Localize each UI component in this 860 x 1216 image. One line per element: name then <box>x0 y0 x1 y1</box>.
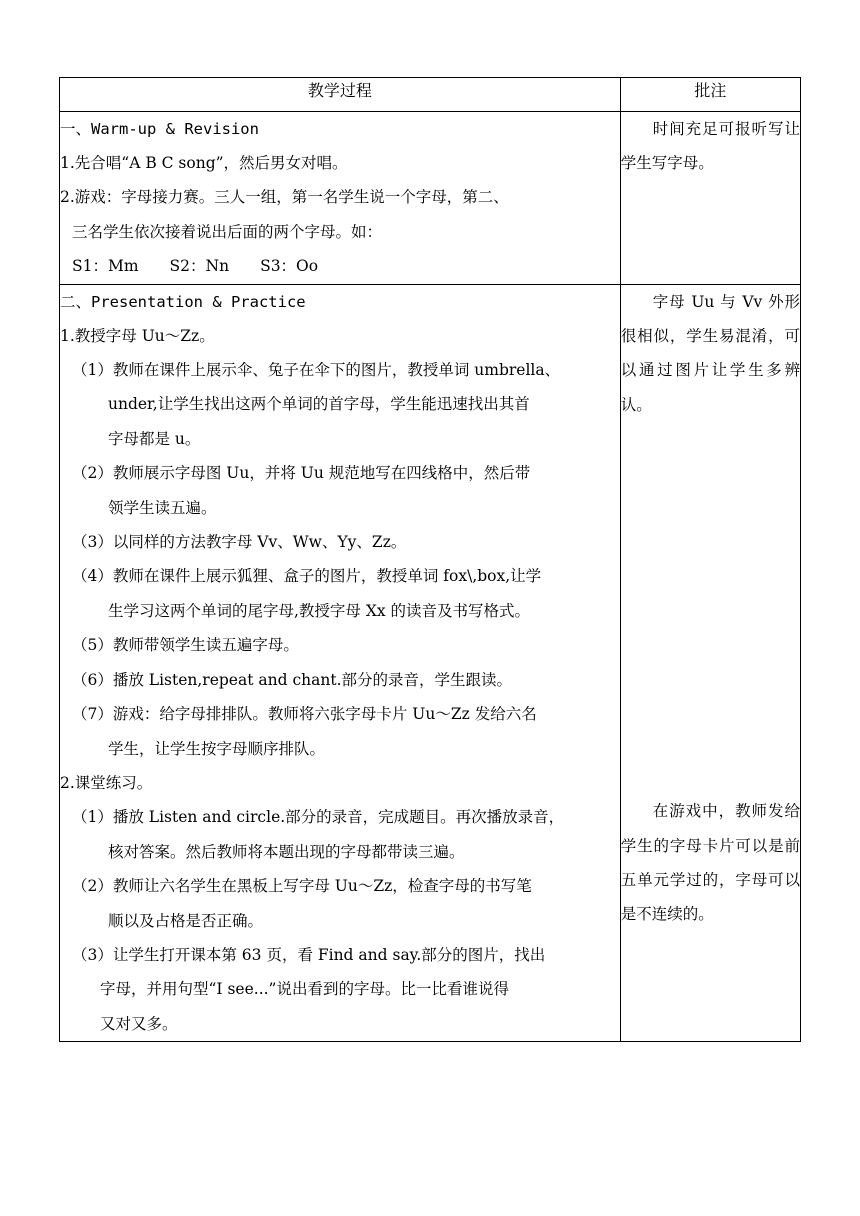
section1-row <box>60 112 801 285</box>
section1-note-cell <box>620 112 800 285</box>
section2-line: 1.教授字母 Uu～Zz。 <box>60 326 215 345</box>
section2-note-cell <box>620 284 800 1042</box>
section2-line: 领学生读五遍。 <box>108 498 217 517</box>
note-spacer <box>621 422 800 794</box>
section2-line: （6）播放 Listen,repeat and chant.部分的录音，学生跟读。 <box>72 670 512 689</box>
section2-line: （1）播放 Listen and circle.部分的录音，完成题目。再次播放录音， <box>72 808 565 827</box>
section2-line: （7）游戏：给字母排排队。教师将六张字母卡片 Uu～Zz 发给六名 <box>72 705 537 724</box>
section1-line: 1.先合唱“A B C song”，然后男女对唱。 <box>60 154 348 172</box>
section2-line: （4）教师在课件上展示狐狸、盒子的图片，教授单词 fox\,box,让学 <box>72 567 542 586</box>
section2-line: 核对答案。然后教师将本题出现的字母都带读三遍。 <box>108 842 465 861</box>
section2-line: 2.课堂练习。 <box>60 773 153 792</box>
section1-line: 2.游戏：字母接力赛。三人一组，第一名学生说一个字母，第二、 <box>60 188 509 207</box>
section2-line: 字母都是 u。 <box>108 429 201 448</box>
section1-line: S1：Mm S2：Nn S3：Oo <box>72 257 319 276</box>
section2-note-1: 字母 Uu 与 Vv 外形很相似，学生易混淆，可以通过图片让学生多辨认。 <box>620 292 800 414</box>
section2-line: （2）教师展示字母图 Uu，并将 Uu 规范地写在四线格中，然后带 <box>72 464 531 483</box>
header-process: 教学过程 <box>60 78 621 112</box>
section2-line: 顺以及占格是否正确。 <box>108 911 264 930</box>
section2-heading: 二、Presentation & Practice <box>60 292 306 311</box>
table-header-row <box>60 78 801 112</box>
lesson-plan-table <box>59 77 801 1042</box>
section2-line: （5）教师带领学生读五遍字母。 <box>72 636 299 655</box>
section2-line: 字母，并用句型“I see...”说出看到的字母。比一比看谁说得 <box>100 980 509 999</box>
section1-content <box>60 112 621 285</box>
section2-line: （3）让学生打开课本第 63 页，看 Find and say.部分的图片，找出 <box>72 945 546 964</box>
header-notes: 批注 <box>620 78 800 112</box>
section1-heading: 一、Warm-up & Revision <box>60 120 259 138</box>
section1-note: 时间充足可报听写让学生写字母。 <box>620 120 800 173</box>
section2-line: （3）以同样的方法教字母 Vv、Ww、Yy、Zz。 <box>72 533 407 552</box>
section1-line: 三名学生依次接着说出后面的两个字母。如： <box>72 222 383 241</box>
section2-line: （1）教师在课件上展示伞、兔子在伞下的图片，教授单词 umbrella、 <box>72 361 561 380</box>
section2-line: under,让学生找出这两个单词的首字母，学生能迅速找出其首 <box>108 395 530 414</box>
section2-line: （2）教师让六名学生在黑板上写字母 Uu～Zz，检查字母的书写笔 <box>72 877 532 896</box>
section2-line: 学生，让学生按字母顺序排队。 <box>108 739 326 758</box>
section2-content <box>60 284 621 1042</box>
section2-line: 生学习这两个单词的尾字母,教授字母 Xx 的读音及书写格式。 <box>108 601 531 620</box>
section2-note-2: 在游戏中，教师发给学生的字母卡片可以是前五单元学过的，字母可以是不连续的。 <box>620 802 800 924</box>
section2-row <box>60 284 801 1042</box>
section2-line: 又对又多。 <box>100 1014 178 1033</box>
